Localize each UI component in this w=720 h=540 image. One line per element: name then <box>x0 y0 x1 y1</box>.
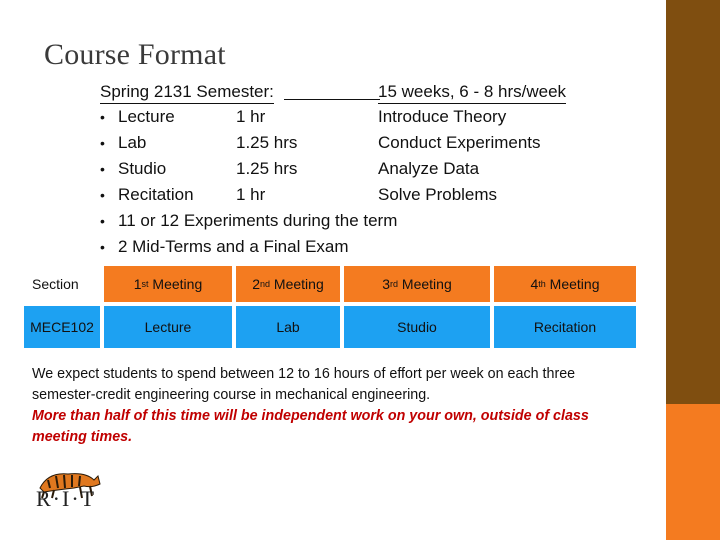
header-meeting-2 <box>236 266 340 302</box>
item-hours: 1 hr <box>236 107 266 126</box>
row-meeting-3: Studio <box>344 306 490 348</box>
bullet-icon: • <box>100 109 105 125</box>
course-summary <box>100 80 600 260</box>
list-item <box>100 104 600 130</box>
meeting-2-sup: nd <box>260 279 271 289</box>
meeting-1-num: 1 <box>133 276 142 292</box>
semester-label: Spring 2131 Semester: <box>100 82 274 104</box>
bullet-icon: • <box>100 213 105 229</box>
item-label: 2 Mid-Terms and a Final Exam <box>118 237 349 256</box>
row-meeting-1: Lecture <box>104 306 232 348</box>
bullet-icon: • <box>100 187 105 203</box>
meeting-4-sup: th <box>538 279 546 289</box>
meeting-1-sup: st <box>141 279 149 289</box>
meeting-2-num: 2 <box>252 276 261 292</box>
header-underline <box>284 82 380 100</box>
note-text: We expect students to spend between 12 to 16 hours of effort per week on each three semester-credit engineering course in mechanical engineering. <box>32 366 576 403</box>
header-meeting-1 <box>104 266 232 302</box>
item-hours: 1 hr <box>236 185 266 204</box>
note-emphasis: More than half of this time will be independent work on your own, outside of class meeting times. <box>32 408 589 445</box>
item-label: 11 or 12 Experiments during the term <box>118 211 398 230</box>
meeting-4-label: Meeting <box>545 276 600 292</box>
effort-note <box>32 364 632 448</box>
workload-label: 15 weeks, 6 - 8 hrs/week <box>378 82 566 104</box>
slide-title: Course Format <box>44 38 226 71</box>
meeting-2-label: Meeting <box>270 276 324 292</box>
item-label: Lecture <box>118 107 175 126</box>
list-item <box>100 182 600 208</box>
item-activity: Analyze Data <box>378 159 480 178</box>
item-activity: Solve Problems <box>378 185 498 204</box>
item-label: Recitation <box>118 185 194 204</box>
meeting-1-label: Meeting <box>148 276 203 292</box>
item-activity: Conduct Experiments <box>378 133 541 152</box>
meeting-3-sup: rd <box>390 279 399 289</box>
item-hours: 1.25 hrs <box>236 133 298 152</box>
item-hours: 1.25 hrs <box>236 159 298 178</box>
row-meeting-2: Lab <box>236 306 340 348</box>
row-section: MECE102 <box>24 306 100 348</box>
list-item <box>100 234 600 260</box>
header-meeting-4 <box>494 266 636 302</box>
row-meeting-4: Recitation <box>494 306 636 348</box>
bullet-icon: • <box>100 161 105 177</box>
bullet-icon: • <box>100 239 105 255</box>
list-item <box>100 208 600 234</box>
meeting-3-label: Meeting <box>398 276 452 292</box>
item-label: Lab <box>118 133 147 152</box>
item-label: Studio <box>118 159 167 178</box>
rit-logo-text: R·I·T <box>36 486 97 511</box>
header-meeting-3 <box>344 266 490 302</box>
item-activity: Introduce Theory <box>378 107 507 126</box>
meeting-3-num: 3 <box>382 276 391 292</box>
list-item <box>100 130 600 156</box>
header-section: Section <box>32 276 79 292</box>
meeting-4-num: 4 <box>530 276 539 292</box>
list-item <box>100 156 600 182</box>
sidebar-accent <box>666 404 720 540</box>
bullet-icon: • <box>100 135 105 151</box>
summary-header <box>100 80 600 104</box>
